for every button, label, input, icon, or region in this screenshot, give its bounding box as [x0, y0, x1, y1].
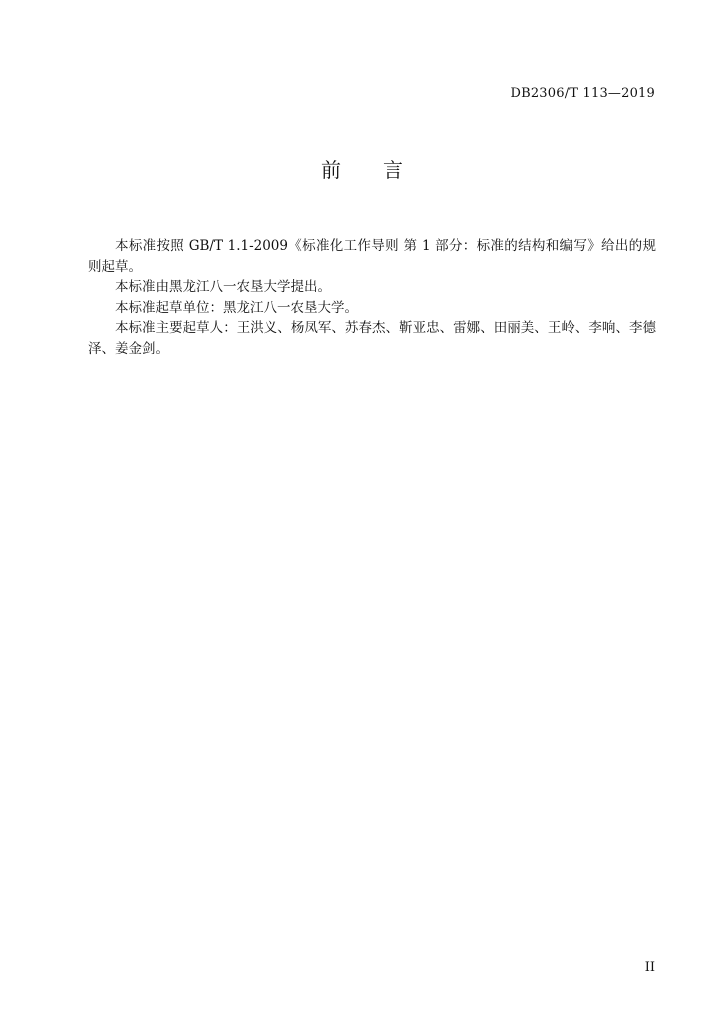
title-char-1: 前	[321, 158, 341, 182]
standard-code: DB2306/T 113—2019	[510, 86, 655, 101]
page-number: II	[644, 960, 655, 975]
paragraph-proposer: 本标准由黑龙江八一农垦大学提出。	[115, 279, 331, 295]
title-char-2: 言	[383, 158, 403, 182]
paragraph-drafters: 本标准主要起草人：王洪义、杨凤军、苏春杰、靳亚忠、雷娜、田丽美、王岭、李响、李德泽、姜金剑。	[88, 320, 656, 357]
foreword-body	[88, 236, 656, 359]
header-divider	[88, 106, 655, 107]
paragraph-drafting-rules: 本标准按照 GB/T 1.1-2009《标准化工作导则 第 1 部分：标准的结构和编写》给出的规则起草。	[88, 238, 656, 275]
foreword-title	[0, 154, 724, 183]
paragraph-drafting-unit: 本标准起草单位：黑龙江八一农垦大学。	[115, 299, 358, 316]
